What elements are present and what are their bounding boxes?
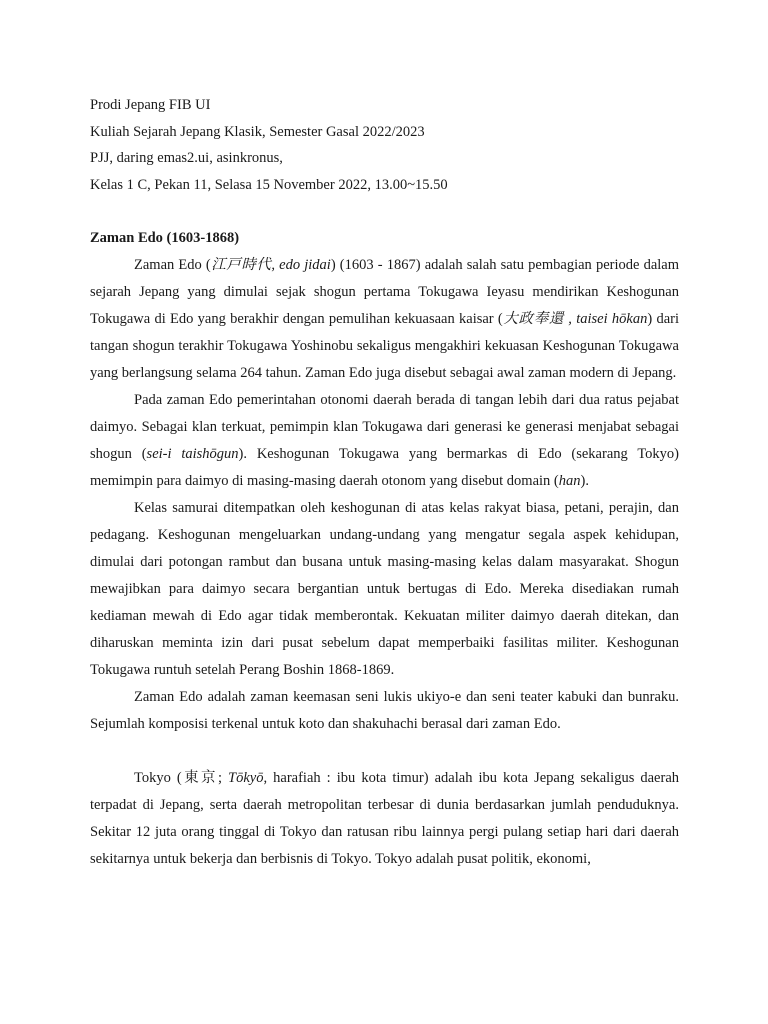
- paragraph-edo-daimyo: [90, 387, 679, 495]
- header-line-program: Prodi Jepang FIB UI: [90, 97, 211, 113]
- paragraph-tokyo: [90, 765, 679, 873]
- paragraph-text: Kelas samurai ditempatkan oleh keshogunan di atas kelas rakyat biasa, petani, perajin, dan pedagang. Keshogunan mengeluarkan undang-undang yang mengatur segala aspek kehidupan, dimulai dari potongan rambut dan busana untuk masing-masing kelas dalam masyarakat. Shogun mewajibkan para daimyo secara bergantian untuk bertugas di Edo. Mereka disediakan rumah kediaman mewah di Edo agar tidak memberontak. Kekuatan militer daimyo daerah ditekan, dan diharuskan meminta izin dari pusat sebelum dapat memperbaiki fasilitas militer. Keshogunan Tokugawa runtuh setelah Perang Boshin 1868-1869.: [90, 499, 679, 678]
- italic-term: han: [558, 472, 581, 489]
- paragraph-text: ). Keshogunan Tokugawa yang bermarkas di Edo (sekarang Tokyo) memimpin para daimyo di masing-masing daerah otonom yang disebut domain (: [90, 445, 679, 489]
- header-line-course: Kuliah Sejarah Jepang Klasik, Semester Gasal 2022/2023: [90, 123, 425, 140]
- italic-term: sei-i taishōgun: [146, 445, 239, 462]
- paragraph-edo-intro: [90, 252, 679, 387]
- header-line-mode: PJJ, daring emas2.ui, asinkronus,: [90, 150, 283, 167]
- paragraph-text: ) (1603 - 1867) adalah salah satu pembagian periode dalam sejarah Jepang yang dimulai sejak shogun pertama Tokugawa Ieyasu mendirikan Keshogunan Tokugawa di Edo yang berakhir dengan pemulihan kekuasaan kaisar (: [90, 256, 679, 327]
- italic-term: 大政奉還 , taisei hōkan: [502, 310, 648, 327]
- paragraph-edo-arts: [90, 684, 679, 738]
- header-line-class: Kelas 1 C, Pekan 11, Selasa 15 November 2022, 13.00~15.50: [90, 177, 448, 194]
- paragraph-text: , harafiah : ibu kota timur) adalah ibu kota Jepang sekaligus daerah terpadat di Jepang, serta daerah metropolitan terbesar di dunia berdasarkan jumlah penduduknya. Sekitar 12 juta orang tinggal di Tokyo dan ratusan ribu lainnya pergi pulang setiap hari dari daerah sekitarnya untuk bekerja dan berbisnis di Tokyo. Tokyo adalah pusat politik, ekonomi,: [90, 769, 680, 867]
- section-title: Zaman Edo (1603-1868): [90, 229, 240, 246]
- paragraph-text: Zaman Edo adalah zaman keemasan seni lukis ukiyo-e dan seni teater kabuki dan bunraku. Sejumlah komposisi terkenal untuk koto dan shakuhachi berasal dari zaman Edo.: [90, 688, 679, 732]
- paragraph-edo-samurai: [90, 495, 679, 684]
- document-header: [90, 92, 679, 199]
- italic-term: Tōkyō: [228, 769, 264, 786]
- paragraph-text: ).: [580, 472, 589, 489]
- document-body: [90, 252, 679, 873]
- paragraph-text: ) dari tangan shogun terakhir Tokugawa Yoshinobu sekaligus mengakhiri kekuasan Keshogunan Tokugawa yang berlangsung selama 264 tahun. Zaman Edo juga disebut sebagai awal zaman modern di Jepang.: [90, 310, 679, 381]
- italic-term: 江戸時代, edo jidai: [210, 256, 331, 273]
- paragraph-text: Zaman Edo (: [134, 256, 211, 273]
- paragraph-text: Pada zaman Edo pemerintahan otonomi daerah berada di tangan lebih dari dua ratus pejabat daimyo. Sebagai klan terkuat, pemimpin klan Tokugawa dari generasi ke generasi menjabat sebagai shogun (: [90, 391, 679, 462]
- paragraph-text: Tokyo (東京;: [134, 769, 229, 786]
